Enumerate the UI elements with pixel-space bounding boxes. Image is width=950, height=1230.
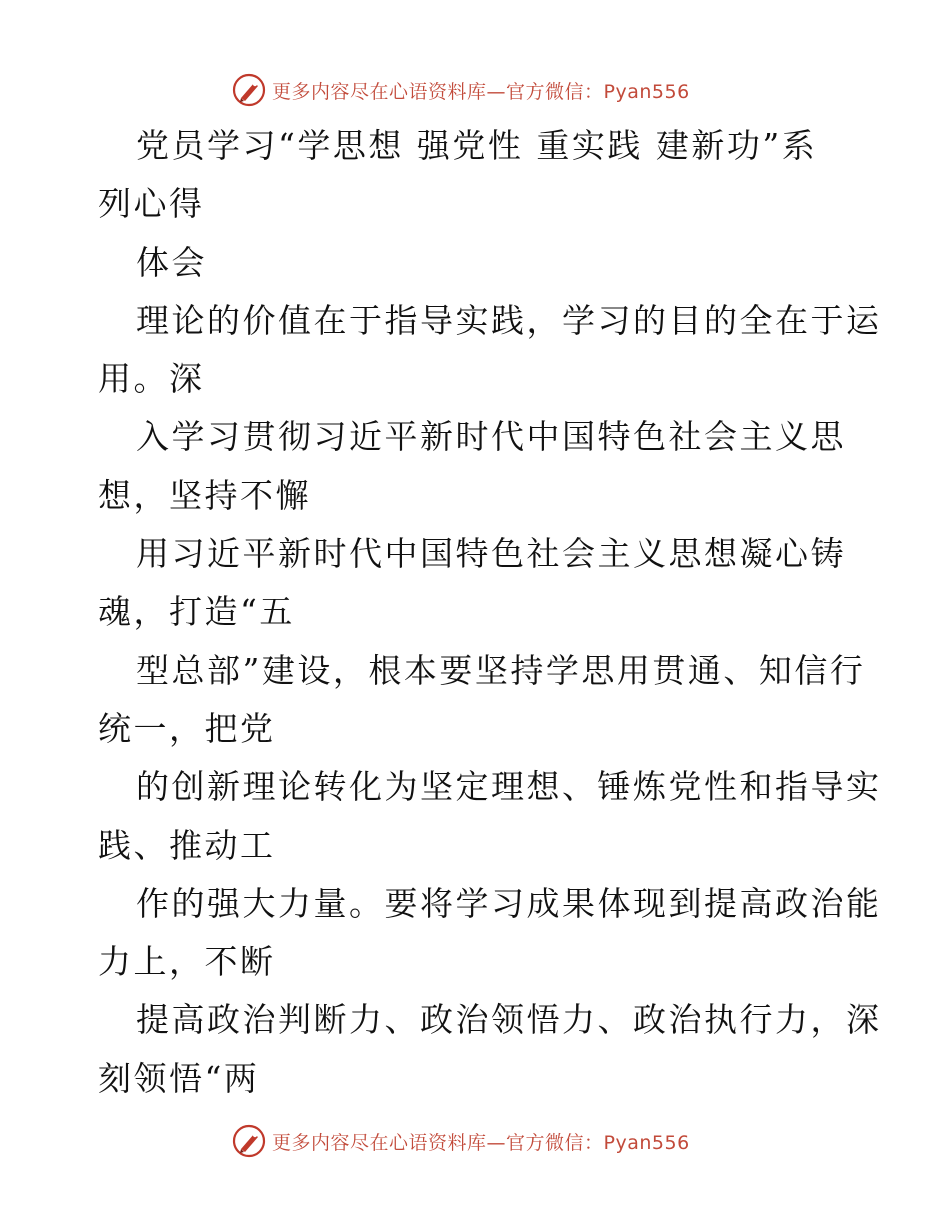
doc-line: 入学习贯彻习近平新时代中国特色社会主义思 <box>136 417 846 457</box>
footer-banner-text <box>272 1128 690 1155</box>
header-banner-wechat: 官方微信：Pyan556 <box>506 80 690 103</box>
header-banner <box>232 70 690 110</box>
doc-line: 党员学习“学思想 强党性 重实践 建新功”系 <box>136 126 818 165</box>
doc-line: 统一，把党 <box>98 708 276 748</box>
doc-line: 的创新理论转化为坚定理想、锤炼党性和指导实 <box>136 767 882 807</box>
header-banner-text <box>272 77 690 104</box>
pen-logo-icon <box>232 1124 266 1158</box>
header-banner-dash: — <box>486 80 507 103</box>
footer-banner-dash: — <box>486 1131 507 1154</box>
doc-line: 刻领悟“两 <box>98 1058 260 1098</box>
doc-line: 理论的价值在于指导实践，学习的目的全在于运 <box>136 300 882 340</box>
doc-line: 践、推动工 <box>98 825 276 865</box>
footer-banner-lead: 更多内容尽在心语资料库 <box>272 1131 487 1154</box>
header-banner-lead: 更多内容尽在心语资料库 <box>272 80 487 103</box>
pen-logo-icon <box>232 73 266 107</box>
document-body <box>98 117 882 1108</box>
doc-line: 用习近平新时代中国特色社会主义思想凝心铸 <box>136 534 846 574</box>
doc-line: 体会 <box>136 242 207 282</box>
doc-line: 想，坚持不懈 <box>98 475 311 515</box>
footer-banner <box>232 1121 690 1161</box>
doc-line: 力上，不断 <box>98 942 276 982</box>
doc-line: 魂，打造“五 <box>98 592 295 632</box>
doc-line: 提高政治判断力、政治领悟力、政治执行力，深 <box>136 1000 882 1040</box>
footer-banner-wechat: 官方微信：Pyan556 <box>506 1131 690 1154</box>
doc-line: 作的强大力量。要将学习成果体现到提高政治能 <box>136 883 882 923</box>
doc-line: 列心得 <box>98 184 205 224</box>
doc-line: 用。深 <box>98 359 205 399</box>
doc-line: 型总部”建设，根本要坚持学思用贯通、知信行 <box>136 650 866 690</box>
